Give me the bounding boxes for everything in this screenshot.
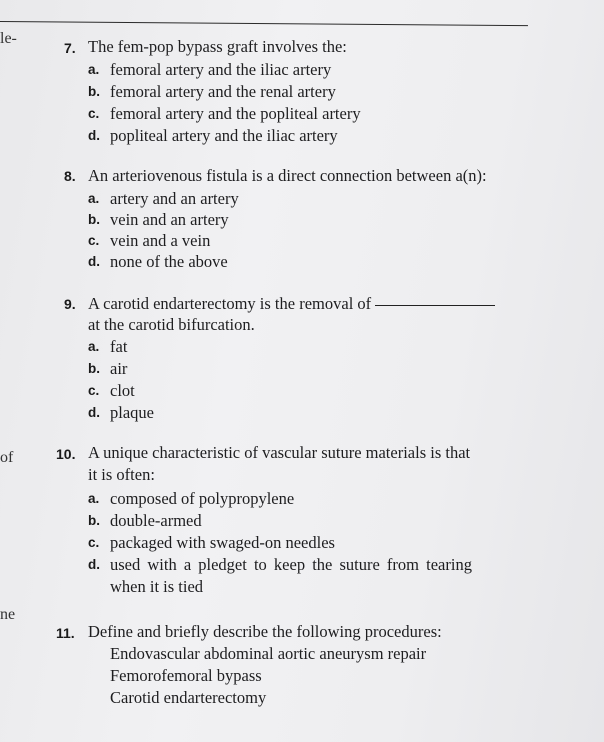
option-text: air (110, 359, 128, 378)
option-text: none of the above (110, 252, 228, 271)
margin-fragment: of (0, 449, 14, 466)
option-letter: b. (88, 84, 100, 99)
option-text: fat (110, 337, 128, 356)
option-text: double-armed (110, 511, 202, 530)
question-stem (88, 294, 495, 314)
option-letter: a. (88, 339, 100, 354)
option-letter: b. (88, 513, 100, 528)
question-number: 8. (64, 168, 76, 184)
question-stem-continuation: it is often: (88, 465, 155, 484)
option-letter: c. (88, 233, 100, 248)
answer-blank (375, 304, 495, 306)
top-divider-line (0, 21, 528, 26)
question-number: 9. (64, 296, 76, 312)
option-text: artery and an artery (110, 189, 239, 208)
option-letter: d. (88, 405, 100, 420)
option-text: used with a pledget to keep the suture from tearing (110, 555, 472, 574)
option-letter: a. (88, 191, 100, 206)
stem-text: A carotid endarterectomy is the removal of (88, 294, 372, 313)
option-text: femoral artery and the renal artery (110, 82, 336, 101)
question-stem: The fem-pop bypass graft involves the: (88, 37, 347, 56)
option-text: clot (110, 381, 135, 400)
option-text: composed of polypropylene (110, 489, 295, 508)
option-letter: d. (88, 557, 100, 572)
question-number: 11. (56, 625, 75, 641)
procedure-item: Carotid endarterectomy (110, 688, 267, 707)
option-text-continuation: when it is tied (110, 577, 204, 596)
option-letter: d. (88, 128, 100, 143)
procedure-item: Endovascular abdominal aortic aneurysm repair (110, 644, 427, 663)
option-letter: c. (88, 383, 100, 398)
question-stem: A unique characteristic of vascular suture materials is that (88, 443, 471, 462)
question-number: 7. (64, 40, 76, 56)
option-text: popliteal artery and the iliac artery (110, 126, 338, 145)
option-letter: b. (88, 361, 100, 376)
question-stem-continuation: at the carotid bifurcation. (88, 315, 255, 334)
question-number: 10. (56, 446, 76, 462)
option-text: plaque (110, 403, 154, 422)
option-text: femoral artery and the iliac artery (110, 60, 332, 79)
question-stem: An arteriovenous fistula is a direct connection between a(n): (88, 166, 487, 185)
option-text: vein and an artery (110, 210, 229, 229)
option-letter: c. (88, 106, 100, 121)
margin-fragment: ne (0, 606, 16, 623)
option-letter: a. (88, 491, 100, 506)
procedure-item: Femorofemoral bypass (110, 666, 262, 685)
option-text: vein and a vein (110, 231, 211, 250)
margin-fragment: le- (0, 30, 17, 47)
option-letter: a. (88, 62, 100, 77)
option-letter: b. (88, 212, 100, 227)
option-letter: c. (88, 535, 100, 550)
option-letter: d. (88, 254, 100, 269)
question-stem: Define and briefly describe the following procedures: (88, 622, 442, 641)
option-text: packaged with swaged-on needles (110, 533, 335, 552)
option-text: femoral artery and the popliteal artery (110, 104, 361, 123)
